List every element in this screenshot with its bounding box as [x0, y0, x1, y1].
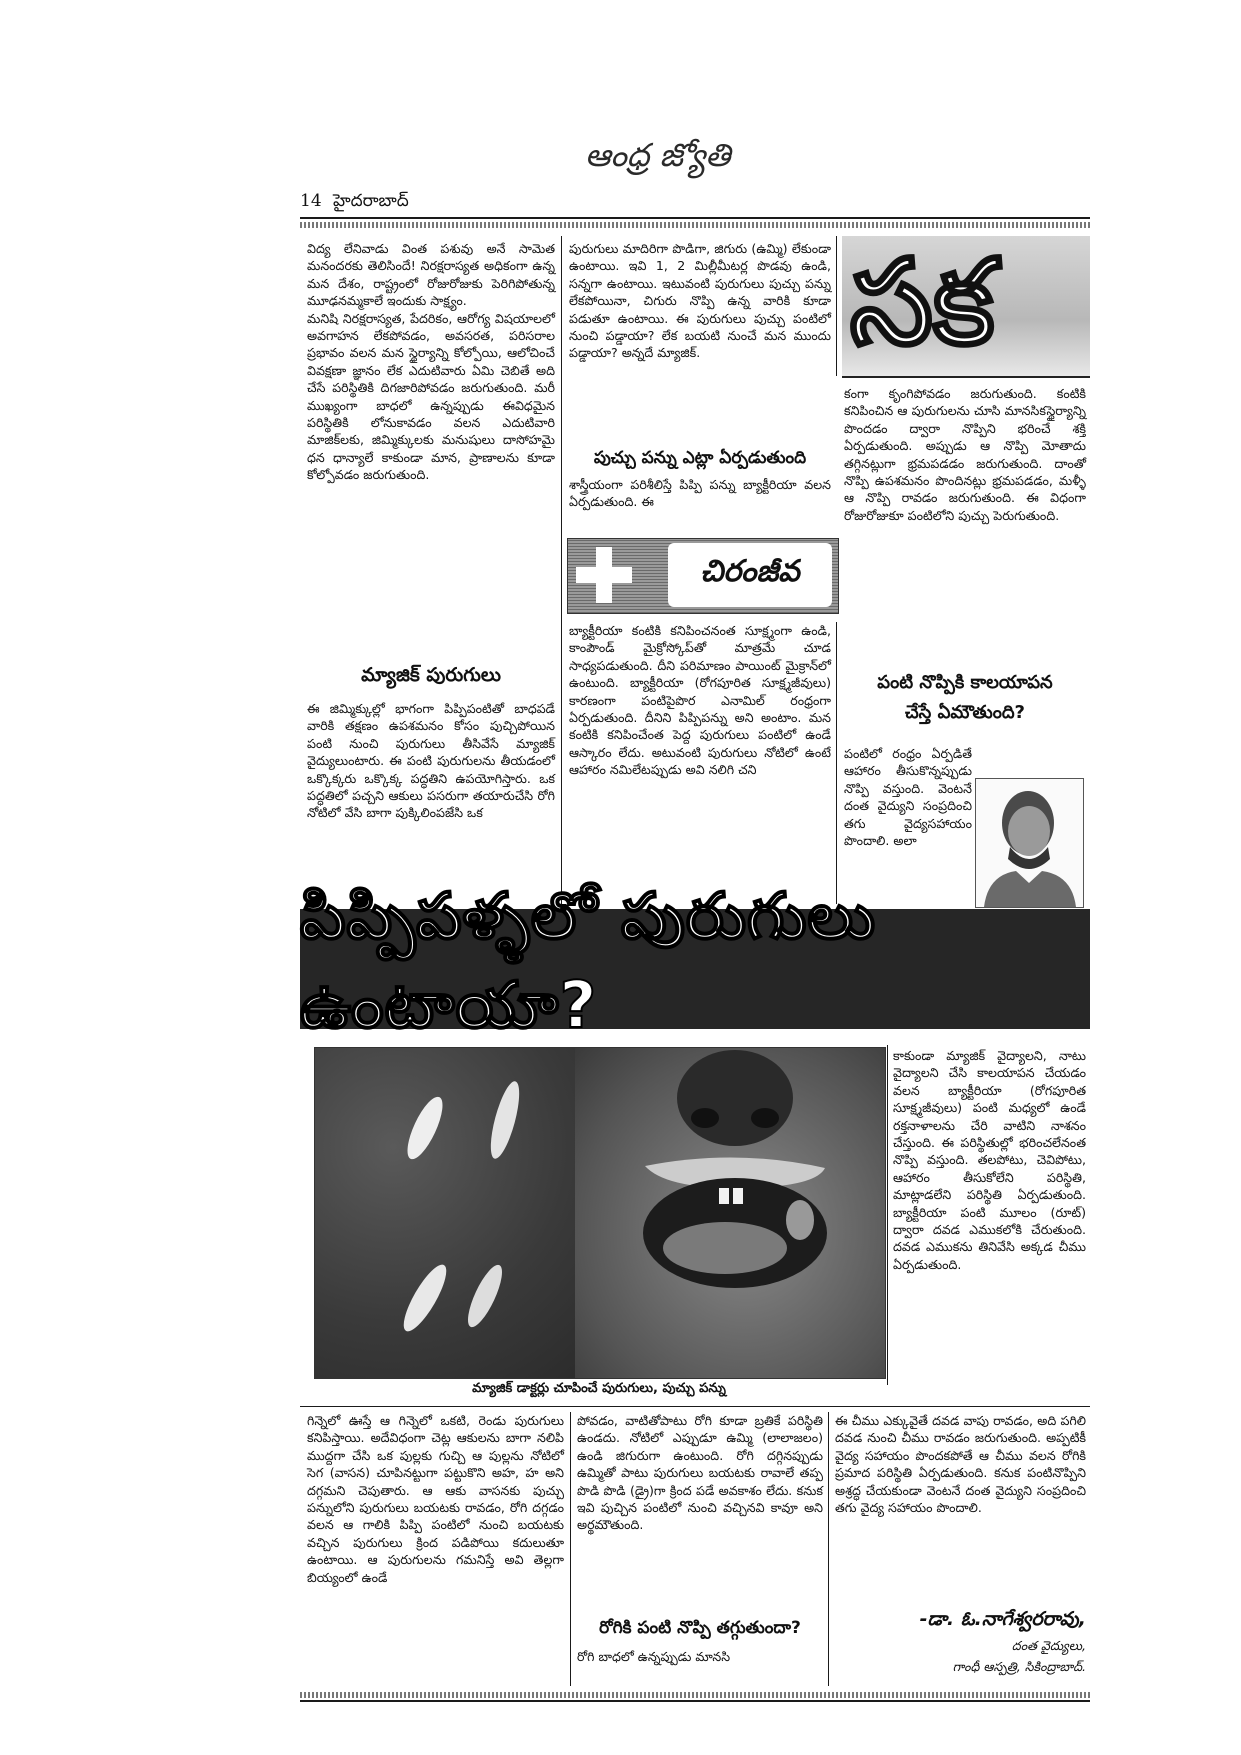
headline-bar [300, 880, 1090, 1043]
delay-subhead-line1: పంటి నొప్పికి కాలయాపన [877, 672, 1053, 693]
mental-relief-text: కంగా కృంగిపోవడం జరుగుతుంది. కంటికి కనిపించిన ఆ పురుగులను చూసి మానసికస్థైర్యాన్ని పొందడం ద్వారా నొప్పిని భరించే శక్తి ఏర్పడుతుంది. అప్పుడు ఆ నొప్పి మోతాదు తగ్గినట్లుగా భ్రమపడడం జరుగుతుంది. దాంతో నొప్పి ఉపశమనం పొందినట్లు భ్రమపడడం, మళ్ళీ ఆ నొప్పి రావడం జరుగుతుంది. ఈ విధంగా రోజురోజుకూ పంటిలోని పుచ్చు పెరుగుతుంది. [844, 386, 1086, 523]
cavity-formation-subhead: పుచ్చు పన్ను ఎట్లా ఏర్పడుతుంది [593, 448, 807, 468]
author-role: దంత వైద్యులు, [1011, 1638, 1086, 1653]
right-column-divider [887, 1045, 888, 1385]
bottom-text-3: ఈ చీము ఎక్కువైతే దవడ వాపు రావడం, అది పగిలి దవడ నుంచి చీము రావడం జరుగుతుంది. అప్పటికీ వైద్య సహాయం పొందకపోతే ఆ చీము వలన రోగికి ప్రమాద పరిస్థితి ఏర్పడుతుంది. కనుక పంటినొప్పిని అశ్రద్ధ చేయకుండా వెంటనే దంత వైద్యుని సంప్రదించి తగు వైద్య సహాయం పొందాలి. [835, 1413, 1086, 1516]
photo-caption: మ్యాజిక్ డాక్టర్లు చూపించే పురుగులు, పుచ్చు పన్ను [472, 1381, 726, 1396]
magic-worms-subhead: మ్యాజిక్ పురుగులు [361, 664, 501, 686]
bottom-text-1: గిన్నెలో ఊస్తే ఆ గిన్నెలో ఒకటి, రెండు పురుగులు కనిపిస్తాయి. అదేవిధంగా చెట్ల ఆకులను బాగా నలిపి ముద్దగా చేసి ఒక పుల్లకు గుచ్చి ఆ పుల్లను నోటిలో సెగ (వాసన) చూపినట్టుగా పట్టుకొని అహ, హ అని దగ్గమని చెపుతారు. ఆ ఆకు వాసనకు పుచ్చు పన్నులోని పురుగులు బయటకు రావడం, రోగి దగ్గడం వలన ఆ గాలికి పిప్పి పంటిలో నుంచి బయటకు వచ్చిన పురుగులు క్రింద పడిపోయి కదులుతూ ఉంటాయి. ఆ పురుగులను గమనిస్తే అవి తెల్లగా బియ్యంలో ఉండే [307, 1413, 564, 1585]
medical-cross-icon [576, 547, 632, 603]
bottom-divider-1 [570, 1412, 571, 1686]
mouth-illustration [575, 1048, 885, 1378]
header-rule [300, 217, 1090, 219]
banner-fragment: సక [850, 236, 995, 371]
column-divider-3 [836, 622, 837, 904]
chiranjeeva-label: చిరంజీవ [700, 554, 800, 589]
header-hatch [300, 222, 1090, 228]
article-photo [314, 1047, 886, 1379]
footer-hatch [300, 1692, 1090, 1698]
delay-text: పంటిలో రంధ్రం ఏర్పడితే ఆహారం తీసుకొన్నప్పుడు నొప్పి వస్తుంది. వెంటనే దంత వైద్యుని సంప్రదించి తగు వైద్యసహాయం పొందాలి. అలా [844, 746, 972, 849]
footer-rule [300, 1700, 1090, 1702]
column-divider-2 [836, 236, 837, 376]
bottom-section-rule [300, 1406, 1090, 1407]
headline: పిప్పిపళ్ళలో పురుగులు ఉంటాయా? [300, 880, 876, 1043]
column-banner [842, 236, 1090, 378]
worms-photo [315, 1048, 575, 1378]
right-column-text: కాకుండా మ్యాజిక్ వైద్యాలని, నాటు వైద్యాలని చేసి కాలయాపన చేయడం వలన బ్యాక్టీరియా (రోగపూరిత సూక్ష్మజీవులు) పంటి మధ్యలో ఉండే రక్తనాళాలను చేరి వాటిని నాశనం చేస్తుంది. ఈ పరిస్థితుల్లో భరించలేనంత నొప్పి వస్తుంది. తలపోటు, చెవిపోటు, ఆహారం తీసుకోలేని పరిస్థితి, మాట్లాడలేని పరిస్థితి ఏర్పడుతుంది. బ్యాక్టీరియా పంటి మూలం (రూట్) ద్వారా దవడ ఎముకలోకి చేరుతుంది. దవడ ఎముకను తినివేసి అక్కడ చీము ఏర్పడుతుంది. [893, 1048, 1086, 1272]
bottom-divider-2 [828, 1412, 829, 1686]
masthead-handwriting: ఆంధ్ర జ్యోతి [585, 136, 731, 174]
bottom-text-2: పోవడం, వాటితోపాటు రోగి కూడా బ్రతికే పరిస్థితి ఉండదు. నోటిలో ఎప్పుడూ ఉమ్మి (లాలాజలం) ఉండి జిగురుగా ఉంటుంది. రోగి దగ్గినప్పుడు ఉమ్మితో పాటు పురుగులు బయటకు రావాలే తప్ప పొడి పొడి (డ్రై)గా క్రింద పడే అవకాశం లేదు. కనుక ఇవి పుచ్చిన పంటిలో నుంచి వచ్చినవి కావూ అని అర్థమౌతుంది. [577, 1413, 823, 1533]
bacteria-text: బ్యాక్టీరియా కంటికి కనిపించనంత సూక్ష్మంగా ఉండి, కాంపౌండ్ మైక్రోస్కోప్‌తో మాత్రమే చూడ సాధ్యపడుతుంది. దీని పరిమాణం పాయింట్ మైక్రాన్‌లో ఉంటుంది. బ్యాక్టీరియా (రోగపూరిత సూక్ష్మజీవులు) కారణంగా పంటిపైపొర ఎనామిల్ రంధ్రంగా ఏర్పడుతుంది. దీనిని పిప్పిపన్ను అని అంటాం. మన కంటికి కనిపించేంత పెద్ద పురుగులు పంటిలో ఉండే ఆస్కారం లేదు. అటువంటి పురుగులు నోటిలో ఉంటే ఆహారం నమిలేటప్పుడు అవి నలిగి చని [569, 623, 831, 778]
page-header [300, 191, 409, 215]
city-label: హైదరాబాద్ [333, 191, 409, 211]
page-number: 14 [300, 191, 322, 211]
author-place: గాంధీ ఆస్పత్రి, సికింద్రాబాద్. [952, 1659, 1086, 1674]
intro-text: విద్య లేనివాడు వింత పశువు అనే సామెత మనందరకు తెలిసిందే! నిరక్షరాస్యత అధికంగా ఉన్న మన దేశం, రాష్ట్రంలో రోజురోజుకు పెరిగిపోతున్న మూఢనమ్మకాలే ఇందుకు సాక్ష్యం. మనిషి నిరక్షరాస్యత, పేదరికం, ఆరోగ్య విషయాలలో అవగాహన లేకపోవడం, అవసరత, పరిసరాల ప్రభావం వలన మన స్థైర్యాన్ని కోల్పోయి, ఆలోచించే వివక్షణా జ్ఞానం లేక ఎదుటివారు ఏమి చెబితే అది చేసే పరిస్థితికి దిగజారిపోవడం జరుగుతుంది. మరీ ముఖ్యంగా బాధలో ఉన్నప్పుడు ఈవిధమైన పరిస్థితికి లోనుకావడం వలన ఎదుటివారి మాజిక్‌లకు, జిమ్మిక్కులకు మనుషులు దాసోహమై ధన ధాన్యాలే కాకుండా మాన, ప్రాణాలను కూడా కోల్పోవడం జరుగుతుంది. [307, 241, 555, 483]
chiranjeeva-label-box [668, 543, 832, 607]
worms-description-text: పురుగులు మాదిరిగా పొడిగా, జిగురు (ఉమ్మి) లేకుండా ఉంటాయి. ఇవి 1, 2 మిల్లీమీటర్ల పొడవు ఉండి, సన్నగా ఉంటాయి. ఇటువంటి పురుగులు పుచ్చు పన్ను లేకపోయినా, చిగురు నొప్పి ఉన్న వారికి కూడా పడుతూ ఉంటాయి. ఈ పురుగులు పుచ్చు పంటిలో నుంచి పడ్డాయా? లేక బయటి నుంచే మన ముందు పడ్డాయా? అన్నదే మ్యాజిక్. [569, 241, 831, 361]
delay-subhead-line2: చేస్తే ఏమౌతుంది? [905, 702, 1025, 723]
cavity-formation-text: శాస్త్రీయంగా పరిశీలిస్తే పిప్పి పన్ను బ్యాక్టీరియా వలన ఏర్పడుతుంది. ఈ [569, 477, 831, 510]
bottom-text-2-tail: రోగి బాధలో ఉన్నప్పుడు మానసి [577, 1649, 731, 1664]
pain-reduce-subhead: రోగికి పంటి నొప్పి తగ్గుతుందా? [599, 1618, 801, 1638]
author-name: -డా. ఓ.నాగేశ్వరరావు, [919, 1608, 1086, 1630]
magic-worms-text: ఈ జిమ్మిక్కుల్లో భాగంగా పిప్పిపంటితో బాధపడే వారికి తక్షణం ఉపశమనం కోసం పుచ్చిపోయిన పంటి నుంచి పురుగులు తీసివేసే మ్యాజిక్ వైద్యులుంటారు. ఈ పంటి పురుగులను తీయడంలో ఒక్కొక్కరు ఒక్కొక్క పద్ధతిని ఉపయోగిస్తారు. ఒక పద్ధతిలో పచ్చని ఆకులు పసరుగా తయారుచేసి రోగి నోటిలో వేసి బాగా పుక్కిలింపజేసి ఒక [307, 701, 555, 821]
worms-illustration [315, 1048, 575, 1378]
mouth-photo [575, 1048, 885, 1378]
chiranjeeva-banner [567, 538, 839, 614]
column-divider-1 [561, 236, 562, 904]
